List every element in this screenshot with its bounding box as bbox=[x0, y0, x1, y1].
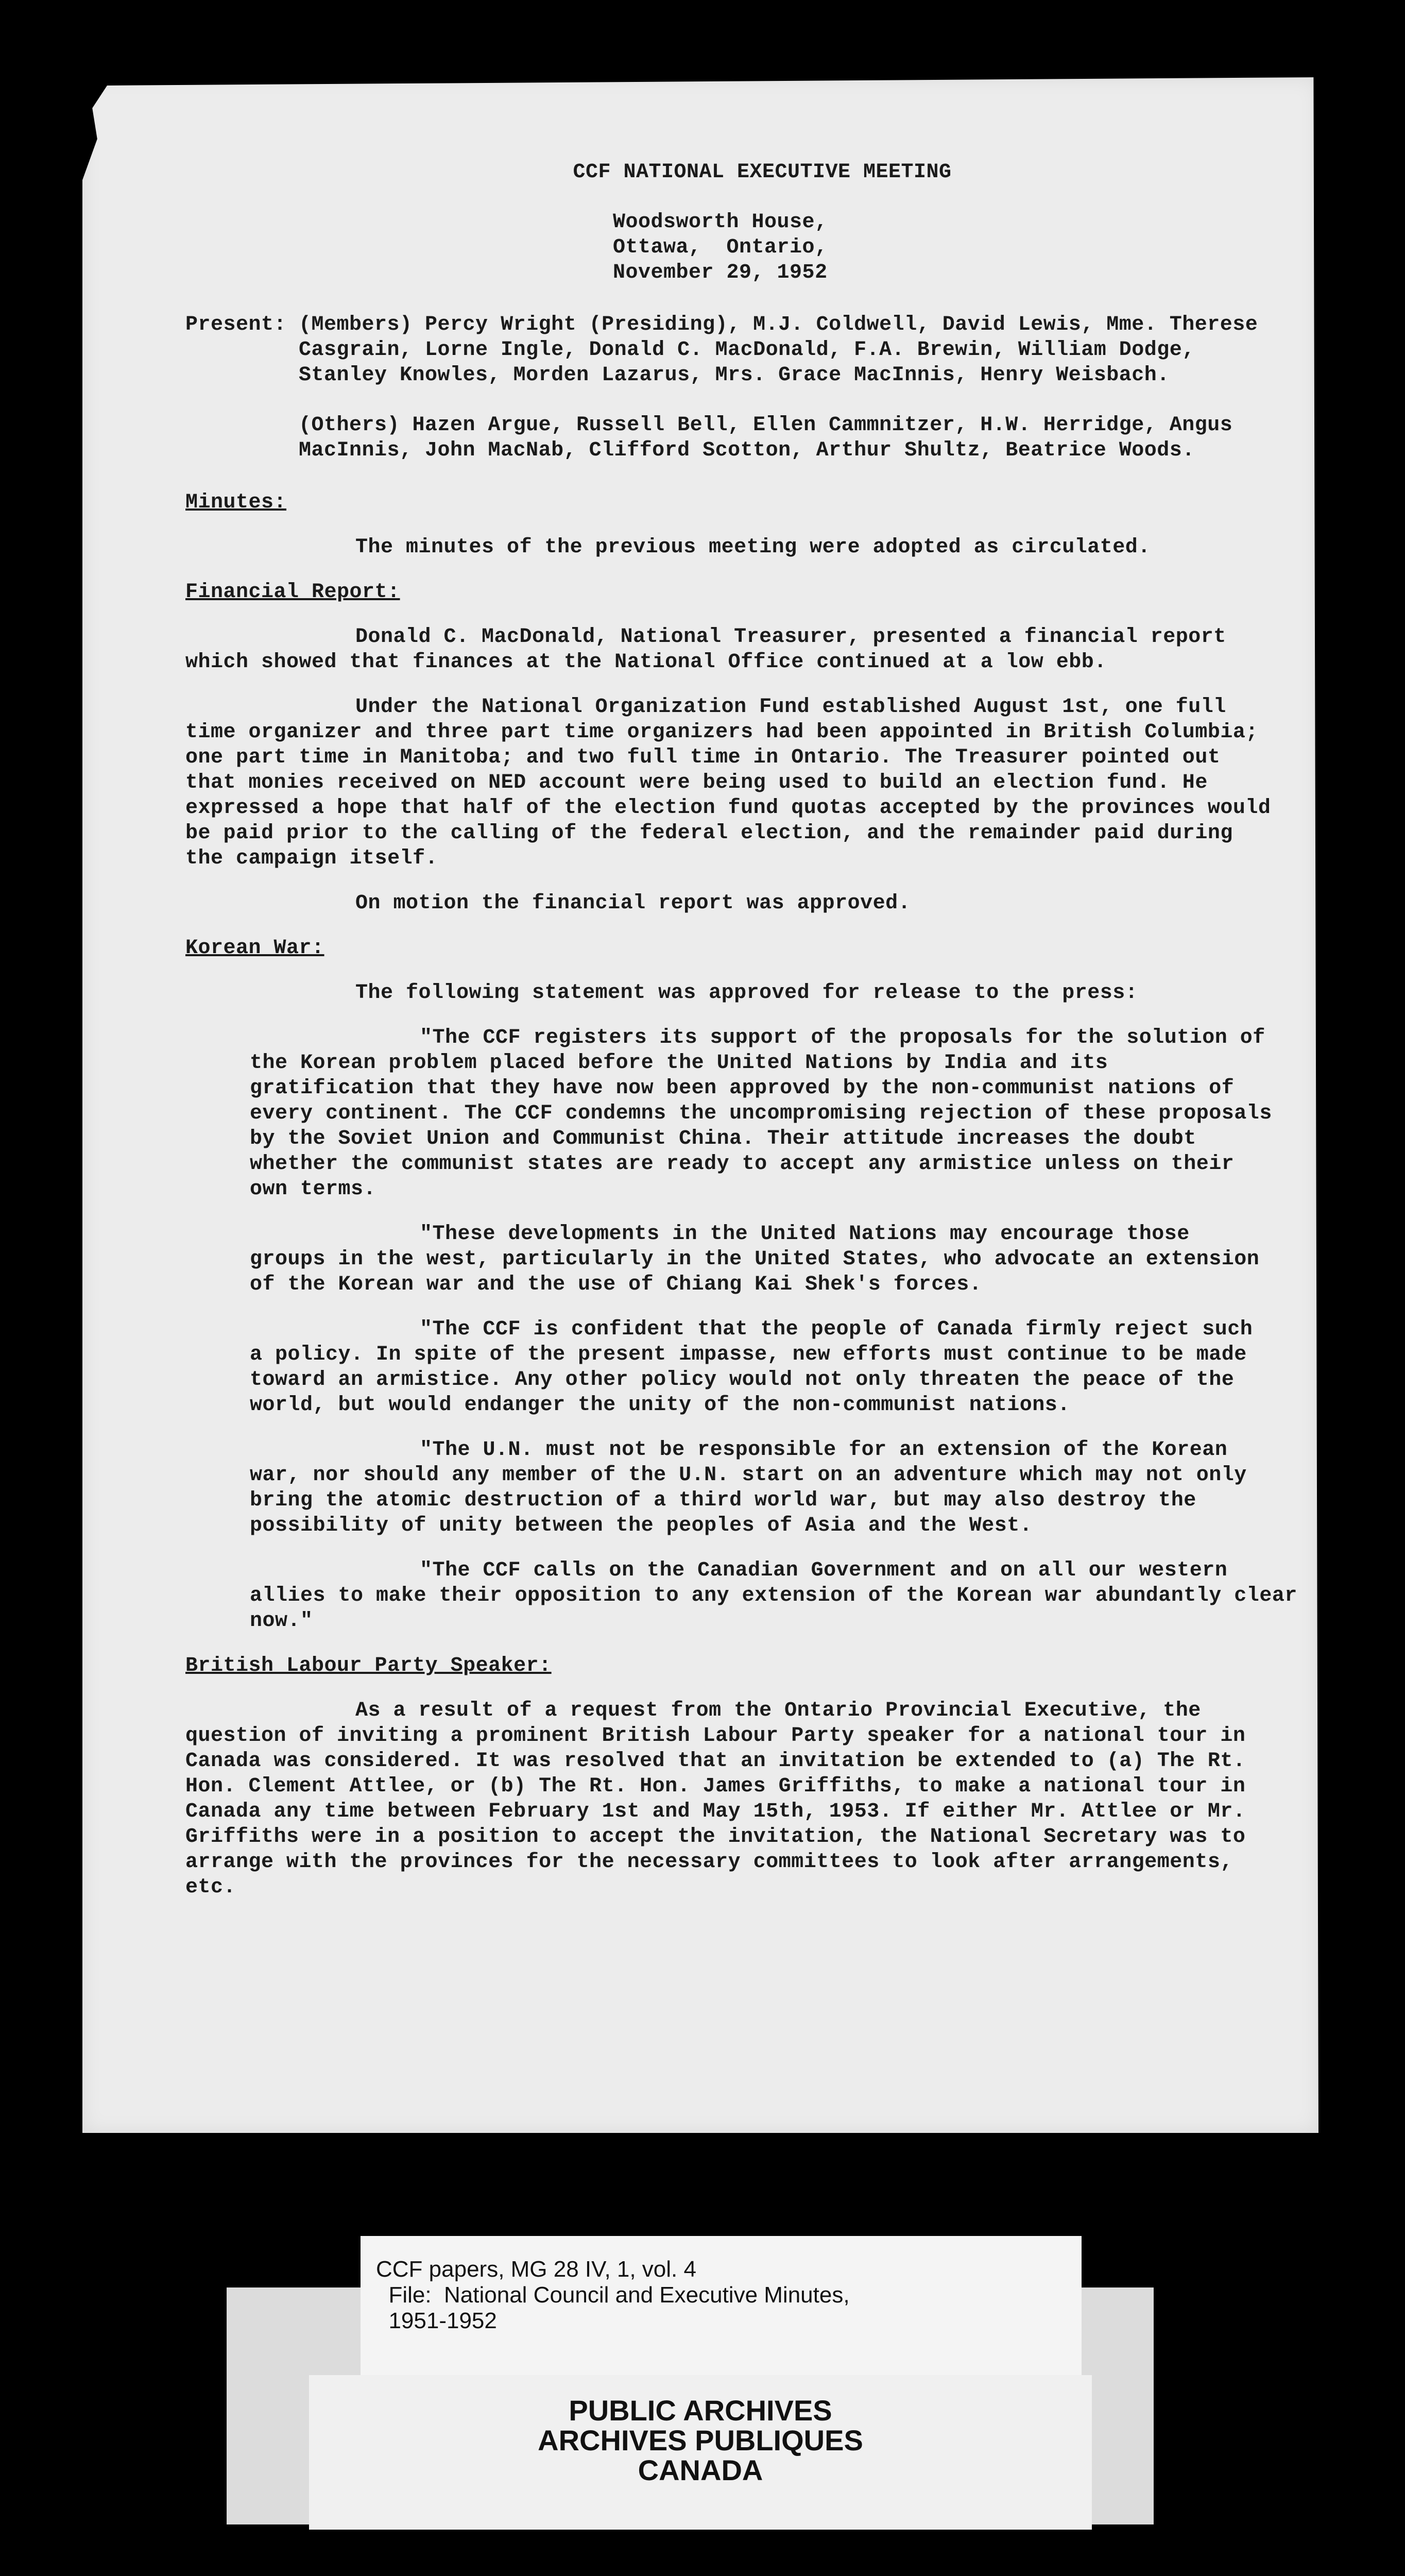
members-list: (Members) Percy Wright (Presiding), M.J. Coldwell, David Lewis, Mme. Therese Casgrain, Lorne Ingle, Donald C. MacDonald, F.A. Brewin, William Dodge, Stanley Knowles, Morden Lazarus, Mrs. Grace MacInnis, Henry Weisbach. bbox=[299, 313, 1258, 387]
document-title: CCF NATIONAL EXECUTIVE MEETING bbox=[573, 161, 952, 184]
reference-line: File: National Council and Executive Minutes, bbox=[376, 2282, 850, 2308]
location-line: Ottawa, Ontario, bbox=[613, 236, 828, 259]
archive-label bbox=[227, 2236, 1154, 2530]
reference-line: 1951-1952 bbox=[376, 2308, 497, 2333]
reference-line: CCF papers, MG 28 IV, 1, vol. 4 bbox=[376, 2257, 696, 2282]
attendance-members bbox=[185, 312, 1277, 388]
archive-reference bbox=[361, 2236, 1082, 2375]
financial-paragraph: Donald C. MacDonald, National Treasurer, presented a financial report which showed that finances at the National Office continued at a low ebb. bbox=[185, 625, 1226, 674]
statement-paragraph: "The U.N. must not be responsible for an extension of the Korean war, nor should any member of the U.N. start on an adventure which may not only bring the atomic destruction of a third world war, but may also destroy the possibility of unity between the peoples of Asia and the West. bbox=[250, 1438, 1247, 1537]
minutes-document bbox=[185, 160, 1297, 1920]
financial-paragraph: On motion the financial report was approved. bbox=[355, 892, 911, 915]
section-heading-british: British Labour Party Speaker: bbox=[185, 1654, 552, 1677]
others-list: (Others) Hazen Argue, Russell Bell, Ellen Cammnitzer, H.W. Herridge, Angus MacInnis, John MacNab, Clifford Scotton, Arthur Shultz, Beatrice Woods. bbox=[299, 414, 1233, 462]
statement-paragraph: "The CCF calls on the Canadian Government and on all our western allies to make their opposition to any extension of the Korean war abundantly clear now." bbox=[250, 1559, 1297, 1633]
statement-paragraph: "These developments in the United Nations may encourage those groups in the west, particularly in the United States, who advocate an extension of the Korean war and the use of Chiang Kai Shek's forces. bbox=[250, 1223, 1260, 1296]
minutes-paragraph: The minutes of the previous meeting were adopted as circulated. bbox=[355, 536, 1151, 559]
meeting-date: November 29, 1952 bbox=[613, 261, 828, 284]
location-line: Woodsworth House, bbox=[613, 211, 828, 234]
financial-paragraph: Under the National Organization Fund established August 1st, one full time organizer and three part time organizers had been appointed in British Columbia; one part time in Manitoba; and two full time in Ontario. The Treasurer pointed out that monies received on NED account were being used to build an election fund. He expressed a hope that half of the election fund quotas accepted by the provinces would be paid prior to the calling of the federal election, and the remainder paid during the campaign itself. bbox=[185, 696, 1271, 870]
section-heading-minutes: Minutes: bbox=[185, 491, 287, 514]
meeting-location bbox=[613, 210, 1277, 285]
stamp-line: ARCHIVES PUBLIQUES bbox=[538, 2424, 863, 2456]
statement-paragraph: "The CCF registers its support of the proposals for the solution of the Korean problem placed before the United Nations by India and its gratification that they have now been approved by the non-communist nations of every continent. The CCF condemns the uncompromising rejection of these proposals by the Soviet Union and Communist China. Their attitude increases the doubt whether the communist states are ready to accept any armistice unless on their own terms. bbox=[250, 1026, 1272, 1201]
archive-stamp bbox=[309, 2375, 1092, 2530]
section-heading-korean: Korean War: bbox=[185, 937, 324, 960]
british-paragraph: As a result of a request from the Ontario Provincial Executive, the question of inviting a prominent British Labour Party speaker for a national tour in Canada was considered. It was resolved that an invitation be extended to (a) The Rt. Hon. Clement Attlee, or (b) The Rt. Hon. James Griffiths, to make a national tour in Canada any time between February 1st and May 15th, 1953. If either Mr. Attlee or Mr. Griffiths were in a position to accept the invitation, the National Secretary was to arrange with the provinces for the necessary committees to look after arrangements, etc. bbox=[185, 1699, 1246, 1899]
korean-intro: The following statement was approved for release to the press: bbox=[355, 981, 1138, 1005]
stamp-line: PUBLIC ARCHIVES bbox=[569, 2394, 832, 2427]
statement-paragraph: "The CCF is confident that the people of Canada firmly reject such a policy. In spite of the present impasse, new efforts must continue to be made toward an armistice. Any other policy would not only threaten the peace of the world, but would endanger the unity of the non-communist nations. bbox=[250, 1318, 1253, 1417]
present-label: Present: bbox=[185, 313, 287, 336]
section-heading-financial: Financial Report: bbox=[185, 581, 400, 604]
stamp-line: CANADA bbox=[638, 2454, 763, 2486]
